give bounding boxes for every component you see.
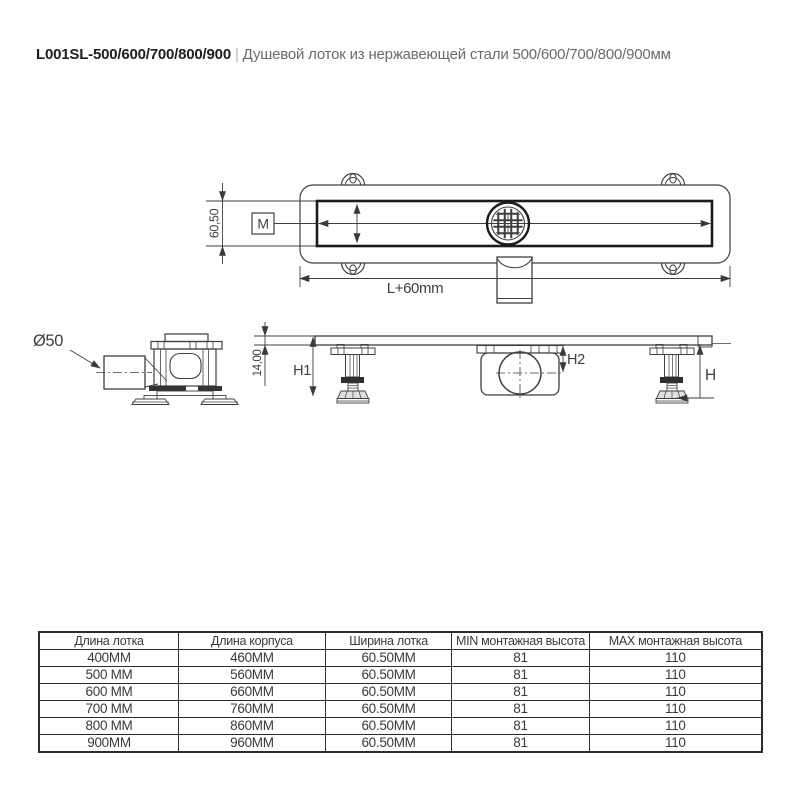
cell-body-length: 460MM: [179, 650, 326, 667]
bottom-outlet-pipe: [497, 257, 532, 303]
cell-tray-width: 60.50MM: [325, 718, 452, 735]
h2-label: H2: [567, 352, 585, 368]
col-header-tray-width: Ширина лотка: [325, 632, 452, 650]
cell-min-height: 81: [452, 684, 589, 701]
cell-max-height: 110: [589, 735, 762, 753]
adjustable-foot-left: [331, 345, 375, 404]
trap-foot-left: [132, 396, 169, 405]
cell-min-height: 81: [452, 667, 589, 684]
cell-max-height: 110: [589, 667, 762, 684]
cell-tray-length: 700 MM: [39, 701, 179, 718]
mounting-ear-top-right: [662, 174, 685, 186]
product-description: Душевой лоток из нержавеющей стали 500/600/700/800/900мм: [242, 46, 671, 63]
cell-body-length: 960MM: [179, 735, 326, 753]
cell-max-height: 110: [589, 684, 762, 701]
drain-trap-end-view: [96, 334, 238, 405]
cell-max-height: 110: [589, 718, 762, 735]
drain-trap-side-view: [477, 346, 564, 399]
cell-body-length: 860MM: [179, 718, 326, 735]
model-code: L001SL-500/600/700/800/900: [36, 46, 231, 63]
mounting-ear-top-left: [342, 174, 365, 186]
cell-max-height: 110: [589, 701, 762, 718]
width-dimension-label: 60,50: [207, 208, 222, 239]
mounting-ear-bottom-right: [662, 263, 685, 275]
cell-tray-length: 400MM: [39, 650, 179, 667]
mounting-ear-bottom-left: [342, 263, 365, 275]
cell-tray-width: 60.50MM: [325, 735, 452, 753]
h-label: H: [705, 367, 716, 384]
table-row: [39, 684, 762, 701]
table-row: [39, 667, 762, 684]
length-dimension-label: L+60mm: [386, 280, 444, 297]
table-row: [39, 650, 762, 667]
cell-tray-length: 800 MM: [39, 718, 179, 735]
trap-foot-right: [201, 396, 238, 405]
side-view-drawing: [33, 322, 731, 405]
col-header-body-length: Длина корпуса: [179, 632, 326, 650]
cell-tray-length: 500 MM: [39, 667, 179, 684]
pipe-diameter-leader: [70, 350, 100, 368]
cell-body-length: 760MM: [179, 701, 326, 718]
table-row: [39, 718, 762, 735]
cell-min-height: 81: [452, 650, 589, 667]
cell-tray-length: 900MM: [39, 735, 179, 753]
cell-tray-length: 600 MM: [39, 684, 179, 701]
cell-tray-width: 60.50MM: [325, 650, 452, 667]
m-marker-label: M: [257, 215, 269, 232]
col-header-min-height: MIN монтажная высота: [452, 632, 589, 650]
cell-min-height: 81: [452, 735, 589, 753]
thickness-dimension-label: 14,00: [252, 349, 264, 377]
table-row: [39, 701, 762, 718]
h1-label: H1: [293, 363, 311, 379]
title-separator: |: [234, 46, 239, 63]
table-row: [39, 735, 762, 753]
cell-min-height: 81: [452, 718, 589, 735]
adjustable-foot-right: [650, 345, 694, 404]
cell-body-length: 660MM: [179, 684, 326, 701]
pipe-diameter-label: Ø50: [33, 332, 63, 350]
top-view-drawing: [206, 174, 730, 304]
spec-table-header-row: [39, 632, 762, 650]
col-header-max-height: MAX монтажная высота: [589, 632, 762, 650]
cell-min-height: 81: [452, 701, 589, 718]
cell-body-length: 560MM: [179, 667, 326, 684]
spec-table: [38, 631, 763, 753]
col-header-tray-length: Длина лотка: [39, 632, 179, 650]
cell-tray-width: 60.50MM: [325, 667, 452, 684]
cell-tray-width: 60.50MM: [325, 684, 452, 701]
cell-max-height: 110: [589, 650, 762, 667]
cell-tray-width: 60.50MM: [325, 701, 452, 718]
